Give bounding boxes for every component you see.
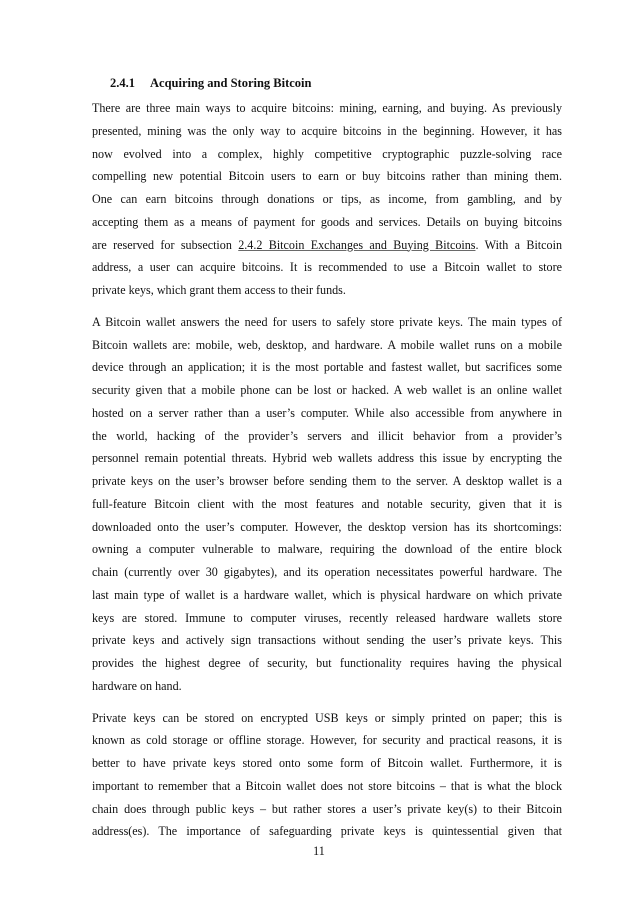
text-line: private keys on the user’s browser before sending them to the server. A desktop wallet is a	[92, 474, 562, 488]
paragraph-acquiring	[92, 97, 562, 302]
text-line: private keys and actively sign transactions without sending the user’s private keys. This	[92, 633, 562, 648]
text-line: compelling new potential Bitcoin users to earn or buy bitcoins rather than mining them.	[92, 169, 562, 184]
text-line: provides the highest degree of security, but functionality requires having the physical	[92, 656, 562, 670]
text-line: the world, hacking of the provider’s servers and illicit behavior from a provider’s	[92, 428, 562, 443]
text-line: address, a user can acquire bitcoins. It is recommended to use a Bitcoin wallet to store	[92, 260, 562, 275]
paragraph-wallets	[92, 311, 562, 698]
text-line: There are three main ways to acquire bitcoins: mining, earning, and buying. As previously	[92, 101, 562, 115]
text-line: owning a computer vulnerable to malware, requiring the download of the entire block	[92, 542, 562, 557]
section-heading	[110, 76, 312, 91]
paragraph-private-keys	[92, 707, 562, 844]
page-number: 11	[313, 844, 325, 858]
text-line: chain does through public keys – but rather stores a user’s private key(s) to their Bitcoin	[92, 801, 562, 816]
text-line: Bitcoin wallets are: mobile, web, desktop, and hardware. A mobile wallet runs on a mobile	[92, 337, 562, 352]
text-line: accepting them as a means of payment for goods and services. Details on buying bitcoins	[92, 214, 562, 229]
text-line: address(es). The importance of safeguarding private keys is quintessential given that	[92, 824, 562, 839]
text-line: Private keys can be stored on encrypted USB keys or simply printed on paper; this is	[92, 710, 562, 725]
text-line: full-feature Bitcoin client with the most features and notable security, given that it is	[92, 496, 562, 511]
subsection-cross-reference-link[interactable]: 2.4.2 Bitcoin Exchanges and Buying Bitcoins	[238, 237, 476, 252]
section-number: 2.4.1	[110, 76, 135, 90]
text-line: keys are stored. Immune to computer viruses, recently released hardware wallets store	[92, 610, 562, 625]
section-title: Acquiring and Storing Bitcoin	[150, 76, 312, 90]
link-line-before: are reserved for subsection	[92, 237, 239, 252]
text-line: better to have private keys stored onto some form of Bitcoin wallet. Furthermore, it is	[92, 756, 562, 770]
text-line: hosted on a server rather than a user’s computer. While also accessible from anywhere in	[92, 405, 562, 420]
text-line: security given that a mobile phone can be lost or hacked. A web wallet is an online wallet	[92, 383, 562, 397]
text-line: important to remember that a Bitcoin wallet does not store bitcoins – that is what the block	[92, 778, 562, 793]
text-line: chain (currently over 30 gigabytes), and its operation necessitates powerful hardware. The	[92, 565, 562, 579]
text-line-with-link	[92, 234, 562, 257]
text-line: last main type of wallet is a hardware wallet, which is physical hardware on which private	[92, 587, 562, 602]
text-line: One can earn bitcoins through donations or tips, as income, from gambling, and by	[92, 192, 562, 206]
text-line: downloaded onto the user’s computer. However, the desktop version has its shortcomings:	[92, 519, 562, 534]
text-line: known as cold storage or offline storage. However, for security and practical reasons, it is	[92, 733, 562, 748]
text-line: A Bitcoin wallet answers the need for users to safely store private keys. The main types of	[92, 314, 562, 329]
link-line-after: . With a Bitcoin	[475, 237, 562, 252]
text-line: presented, mining was the only way to acquire bitcoins in the beginning. However, it has	[92, 123, 562, 138]
text-line: personnel remain potential threats. Hybrid web wallets address this issue by encrypting the	[92, 451, 562, 466]
body-text	[92, 97, 562, 852]
text-line: device through an application; it is the most portable and fastest wallet, but sacrifices some	[92, 360, 562, 375]
text-line: now evolved into a complex, highly competitive cryptographic puzzle-solving race	[92, 146, 562, 161]
text-line: hardware on hand.	[92, 678, 182, 693]
text-line: private keys, which grant them access to their funds.	[92, 283, 346, 297]
